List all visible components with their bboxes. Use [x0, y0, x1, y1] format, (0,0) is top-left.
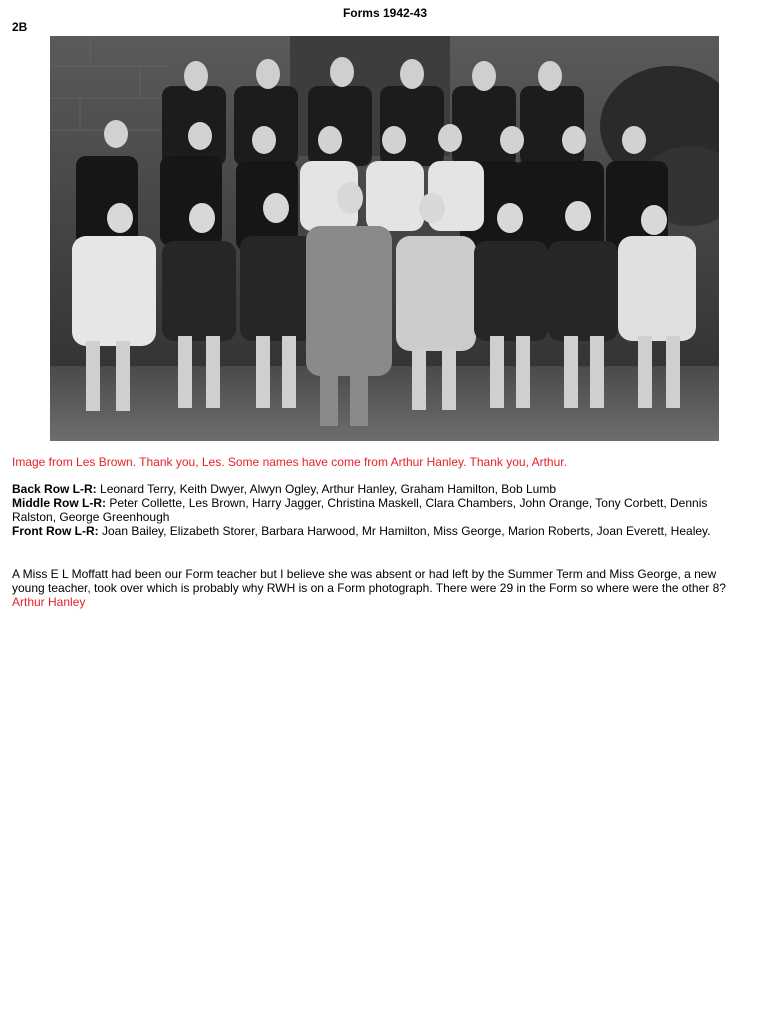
back-row-label: Back Row L-R: — [12, 482, 97, 496]
front-row-names: Joan Bailey, Elizabeth Storer, Barbara Harwood, Mr Hamilton, Miss George, Marion Roberts, Joan Everett, Healey. — [98, 524, 711, 538]
note-author: Arthur Hanley — [12, 595, 86, 609]
back-row-names: Leonard Terry, Keith Dwyer, Alwyn Ogley, Arthur Hanley, Graham Hamilton, Bob Lumb — [96, 482, 557, 496]
front-row — [12, 524, 752, 538]
middle-row-label: Middle Row L-R: — [12, 496, 106, 510]
form-label: 2B — [12, 20, 28, 34]
class-photograph — [50, 36, 719, 441]
front-row-label: Front Row L-R: — [12, 524, 99, 538]
note — [12, 567, 752, 609]
middle-row-names: Peter Collette, Les Brown, Harry Jagger, Christina Maskell, Clara Chambers, John Orange, Tony Corbett, Dennis Ralston, George Greenhough — [12, 496, 708, 524]
note-text: A Miss E L Moffatt had been our Form teacher but I believe she was absent or had left by the Summer Term and Miss George, a new young teacher, took over which is probably why RWH is on a Form photograph. There were 29 in the Form so where were the other 8? — [12, 567, 726, 595]
back-row — [12, 482, 752, 496]
image-credit: Image from Les Brown. Thank you, Les. Some names have come from Arthur Hanley. Thank you, Arthur. — [12, 455, 567, 469]
name-rows — [12, 482, 752, 538]
class-photo-image — [50, 36, 719, 441]
page-title: Forms 1942-43 — [342, 6, 428, 20]
middle-row — [12, 496, 752, 524]
